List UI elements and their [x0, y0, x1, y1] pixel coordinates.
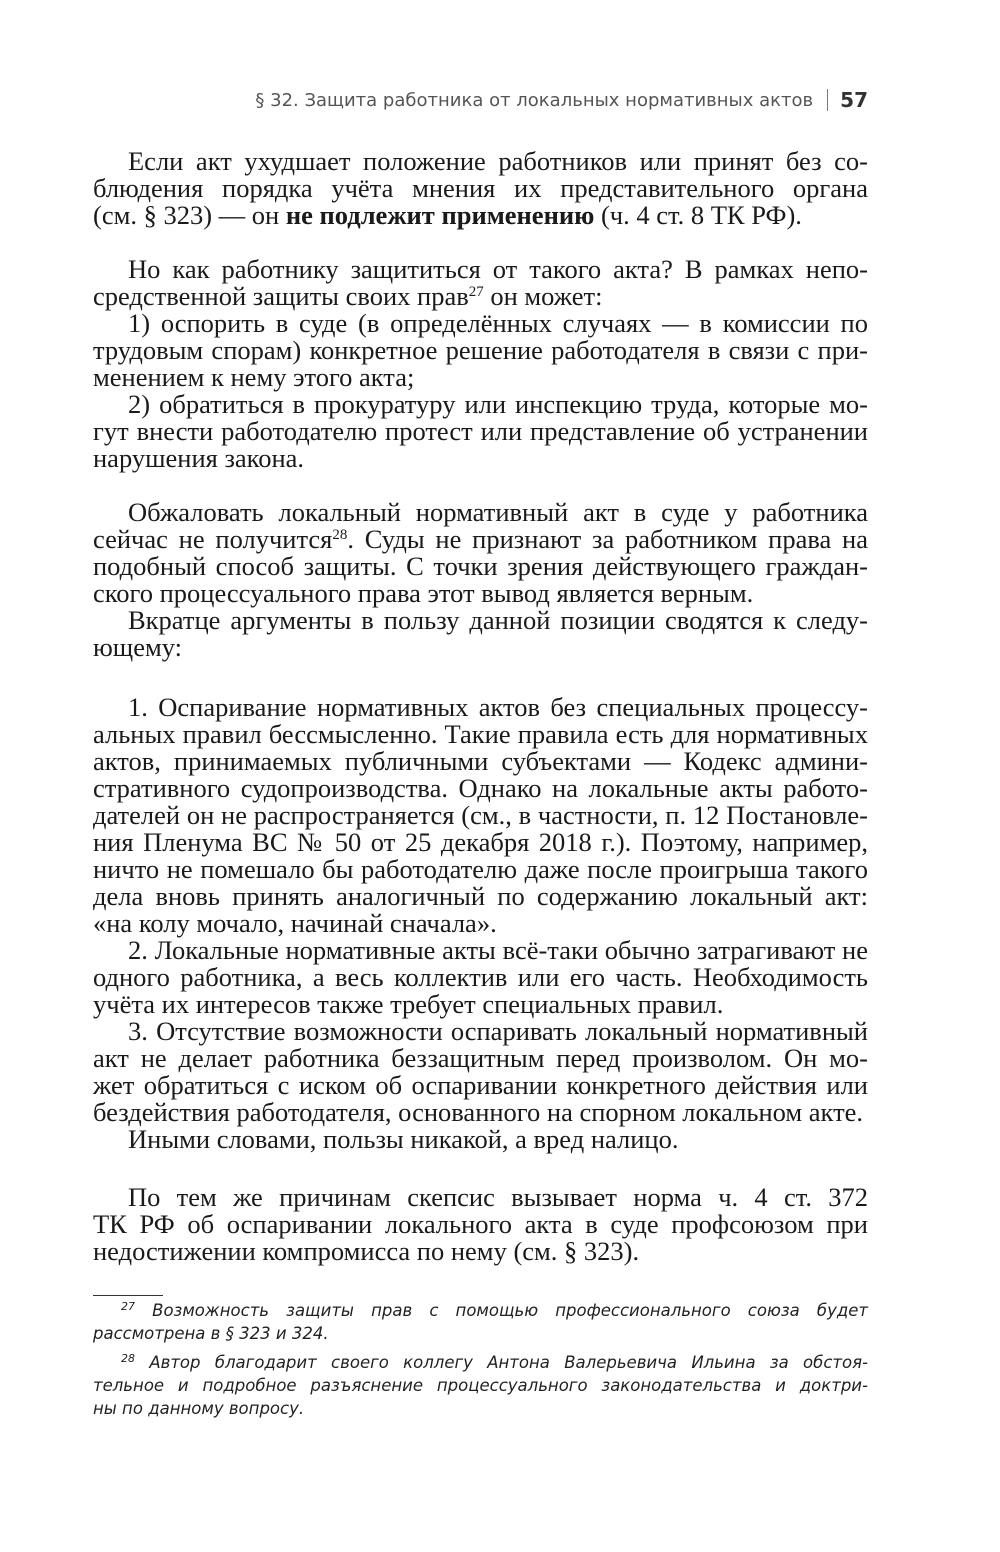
- text-line: [93, 148, 868, 175]
- text-run: одного работника, а весь коллектив или его часть. Необходимость: [93, 962, 868, 992]
- text-line: [93, 829, 868, 856]
- text-line: [93, 1045, 868, 1072]
- text-line: [93, 526, 868, 553]
- text-line: [93, 1211, 868, 1238]
- text-run: ния Пленума ВС № 50 от 25 декабря 2018 г.). Поэтому, например,: [93, 827, 868, 857]
- text-run: ского процессуального права этот вывод является верным.: [93, 578, 754, 608]
- text-line: [93, 202, 868, 229]
- text-line: [93, 1397, 868, 1420]
- text-run: дателей он не распространяется (см., в частности, п. 12 Постановле-: [93, 800, 868, 830]
- paragraph: [93, 1126, 868, 1153]
- text-run: стративного судопроизводства. Однако на локальные акты работо-: [93, 773, 868, 803]
- text-run: (ч. 4 ст. 8 ТК РФ).: [594, 200, 802, 230]
- text-line: [93, 775, 868, 802]
- text-line: [93, 607, 868, 634]
- footnote-marker: 27: [468, 284, 484, 300]
- paragraph: [93, 391, 868, 472]
- text-run: Иными словами, пользы никакой, а вред налицо.: [128, 1124, 679, 1154]
- text-line: [93, 175, 868, 202]
- text-line: [93, 721, 868, 748]
- text-run: 2. Локальные нормативные акты всё-таки обычно затрагивают не: [128, 935, 868, 965]
- text-line: [93, 1072, 868, 1099]
- text-run: Возможность защиты прав с помощью профессионального союза будет: [135, 1301, 868, 1320]
- paragraph: [93, 1184, 868, 1265]
- text-run: тельное и подробное разъяснение процессуального законодательства и доктри-: [93, 1376, 868, 1395]
- text-line: [93, 1238, 868, 1265]
- text-run: жет обратиться с иском об оспаривании конкретного действия или: [93, 1070, 868, 1100]
- text-run: бездействия работодателя, основанного на спорном локальном акте.: [93, 1097, 864, 1127]
- text-run: средственной защиты своих прав: [93, 281, 469, 311]
- footnote: [93, 1299, 868, 1345]
- text-run: менением к нему этого акта;: [93, 362, 415, 392]
- text-run: подобный способ защиты. С точки зрения действующего граждан-: [93, 551, 868, 581]
- text-run: «на колу мочало, начинай сначала».: [93, 908, 497, 938]
- text-run: ющему:: [93, 632, 182, 662]
- text-line: [93, 910, 868, 937]
- text-run: сейчас не получится: [93, 524, 333, 554]
- paragraph: [93, 310, 868, 391]
- text-run: гут внести работодателю протест или представление об устранении: [93, 416, 868, 446]
- text-run: блюдения порядка учёта мнения их представительного органа: [93, 173, 868, 203]
- paragraph: [93, 607, 868, 661]
- page-number: 57: [840, 88, 868, 112]
- text-run: 2) обратиться в прокуратуру или инспекцию труда, которые мо-: [128, 389, 868, 419]
- text-run: альных правил бессмысленно. Такие правила есть для нормативных: [93, 719, 868, 749]
- text-run: 1) оспорить в суде (в определённых случаях — в комиссии по: [128, 308, 868, 338]
- text-run: По тем же причинам скепсис вызывает норма ч. 4 ст. 372: [128, 1182, 868, 1212]
- text-line: [93, 364, 868, 391]
- text-run: трудовым спорам) конкретное решение работодателя в связи с при-: [93, 335, 868, 365]
- running-header: [255, 88, 868, 112]
- text-line: [93, 1374, 868, 1397]
- paragraph: [93, 256, 868, 310]
- text-run: рассмотрена в § 323 и 324.: [93, 1324, 329, 1343]
- text-line: [93, 553, 868, 580]
- text-line: [93, 1351, 868, 1374]
- text-line: [93, 937, 868, 964]
- text-run: ны по данному вопросу.: [93, 1399, 305, 1418]
- footnotes: [93, 1299, 868, 1426]
- text-line: [93, 634, 868, 661]
- text-line: [93, 964, 868, 991]
- text-line: [93, 991, 868, 1018]
- paragraph: [93, 694, 868, 937]
- text-line: [93, 802, 868, 829]
- text-line: [93, 310, 868, 337]
- text-run: Вкратце аргументы в пользу данной позиции сводятся к следу-: [128, 605, 868, 635]
- text-run: . Суды не признают за работником права на: [347, 524, 869, 554]
- text-line: [93, 256, 868, 283]
- text-run: учёта их интересов также требует специальных правил.: [93, 989, 724, 1019]
- text-line: [93, 1322, 868, 1345]
- text-line: [93, 748, 868, 775]
- text-run: Обжаловать локальный нормативный акт в суде у работника: [128, 497, 868, 527]
- bold-emphasis: не подлежит применению: [285, 200, 595, 230]
- paragraph: [93, 937, 868, 1018]
- text-run: он может:: [483, 281, 603, 311]
- text-line: [93, 856, 868, 883]
- body-text: [93, 148, 868, 1265]
- header-title: § 32. Защита работника от локальных нормативных актов: [255, 89, 814, 111]
- text-line: [93, 337, 868, 364]
- text-line: [93, 445, 868, 472]
- text-run: актов, принимаемых публичными субъектами — Кодекс админи-: [93, 746, 868, 776]
- text-run: ТК РФ об оспаривании локального акта в суде профсоюзом при: [93, 1209, 868, 1239]
- text-line: [93, 499, 868, 526]
- paragraph: [93, 148, 868, 229]
- paragraph: [93, 1018, 868, 1126]
- footnote-marker: 28: [121, 1352, 135, 1365]
- text-line: [93, 418, 868, 445]
- text-line: [93, 1018, 868, 1045]
- text-run: 1. Оспаривание нормативных актов без специальных процессу-: [128, 692, 868, 722]
- text-line: [93, 883, 868, 910]
- text-run: акт не делает работника беззащитным перед произволом. Он мо-: [93, 1043, 868, 1073]
- text-run: (см. § 323) — он: [93, 200, 286, 230]
- text-run: дела вновь принять аналогичный по содержанию локальный акт:: [93, 881, 868, 911]
- text-run: нарушения закона.: [93, 443, 305, 473]
- text-run: Но как работнику защититься от такого акта? В рамках непо-: [128, 254, 868, 284]
- text-run: 3. Отсутствие возможности оспаривать локальный нормативный: [128, 1016, 868, 1046]
- footnote-marker: 28: [332, 527, 348, 543]
- text-run: Если акт ухудшает положение работников или принят без со-: [128, 146, 868, 176]
- footnote-divider: [93, 1295, 163, 1296]
- text-line: [93, 1184, 868, 1211]
- text-run: Автор благодарит своего коллегу Антона Валерьевича Ильина за обстоя-: [135, 1353, 868, 1372]
- text-line: [93, 694, 868, 721]
- footnote: [93, 1351, 868, 1420]
- text-run: ничто не помешало бы работодателю даже после проигрыша такого: [93, 854, 868, 884]
- paragraph: [93, 499, 868, 607]
- text-run: недостижении компромисса по нему (см. § 323).: [93, 1236, 640, 1266]
- text-line: [93, 580, 868, 607]
- footnote-marker: 27: [121, 1300, 135, 1313]
- text-line: [93, 1299, 868, 1322]
- header-divider: [827, 89, 828, 111]
- text-line: [93, 1126, 868, 1153]
- text-line: [93, 283, 868, 310]
- text-line: [93, 1099, 868, 1126]
- text-line: [93, 391, 868, 418]
